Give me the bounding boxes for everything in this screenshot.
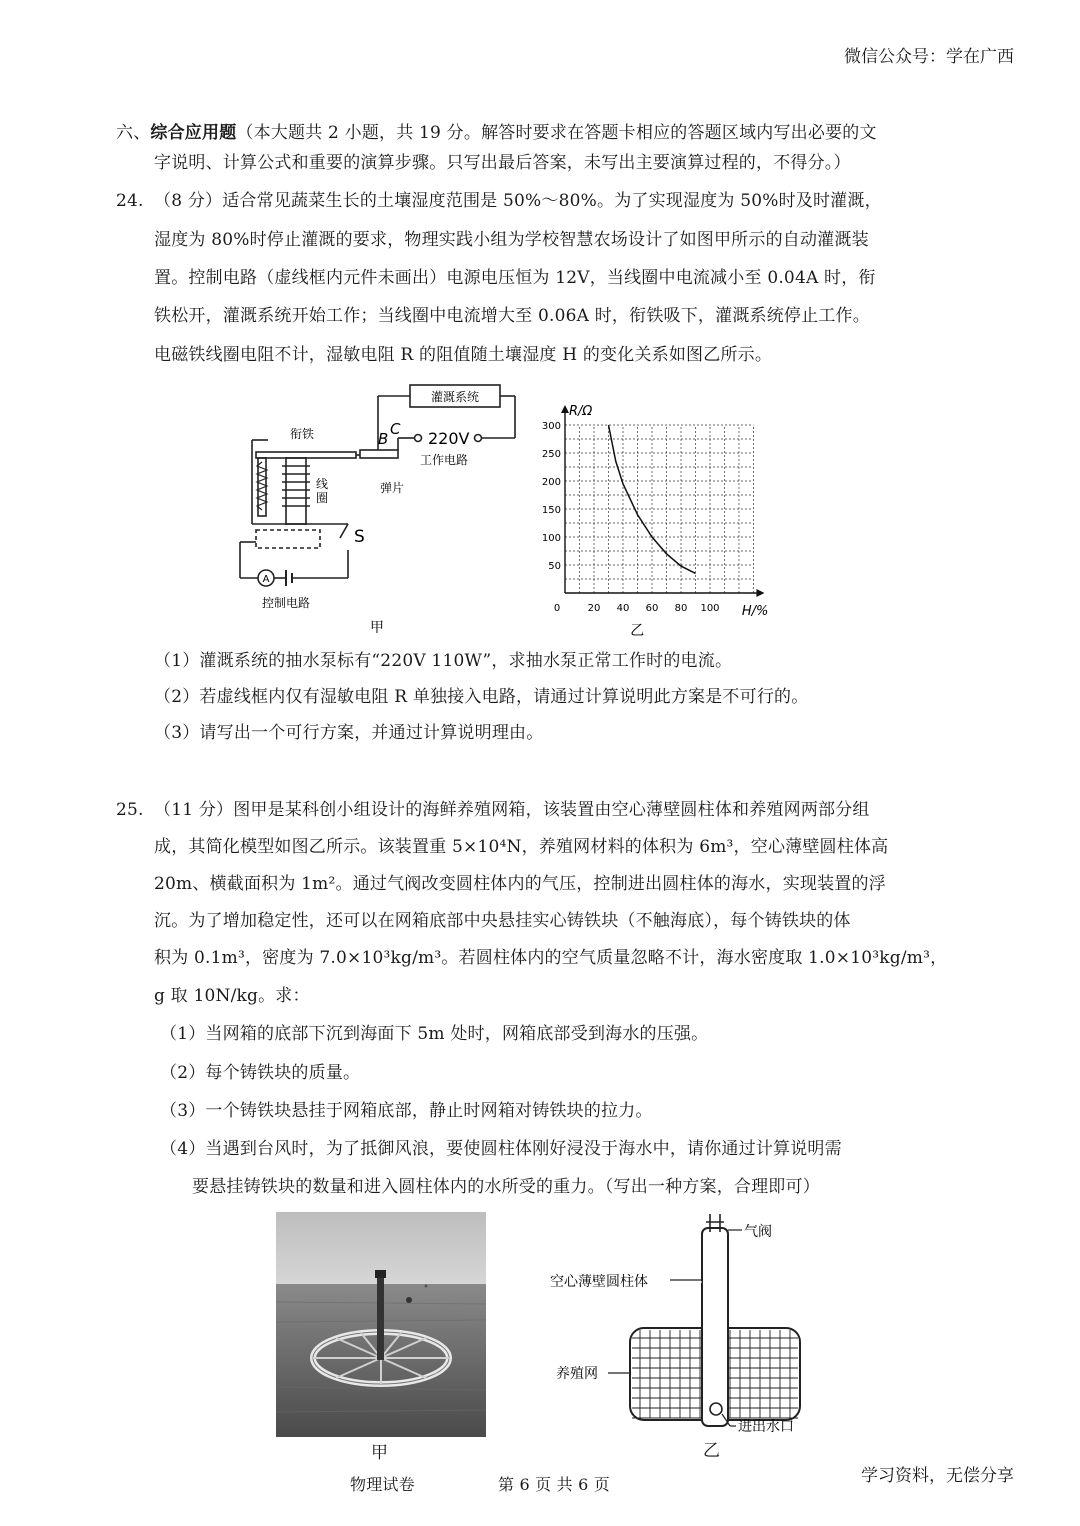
cylinder: [702, 1228, 728, 1426]
r-h-graph: [535, 385, 780, 645]
y-tick-label: 50: [548, 561, 561, 572]
footer-subject: 物理试卷: [350, 1475, 415, 1494]
x-tick-label: 60: [645, 603, 659, 614]
contact-bar: [360, 450, 398, 458]
q24-sub-3: （3）请写出一个可行方案，并通过计算说明理由。: [154, 723, 544, 743]
cylinder-label: 空心薄壁圆柱体: [550, 1274, 648, 1290]
section-desc-1: （本大题共 2 小题，共 19 分。解答时要求在答题卡相应的答题区域内写出必要的文: [236, 123, 877, 143]
q25-line-0: （11 分）图甲是某科创小组设计的海鲜养殖网箱，该装置由空心薄壁圆柱体和养殖网两部分组: [154, 800, 870, 820]
q25-sub-2: （2）每个铸铁块的质量。: [160, 1063, 361, 1083]
net-cage-photo: [276, 1212, 486, 1437]
section-desc-2: 字说明、计算公式和重要的演算步骤。只写出最后答案，未写出主要演算过程的，不得分。）: [154, 153, 851, 173]
photo-caption: 甲: [371, 1443, 389, 1463]
net-label: 养殖网: [556, 1366, 598, 1382]
q25-line-1: 成，其简化模型如图乙所示。该装置重 5×10⁴N，养殖网材料的体积为 6m³，空心薄壁圆柱体高: [154, 837, 889, 857]
q25-line-2: 20m、横截面积为 1m²。通过气阀改变圆柱体内的气压，控制进出圆柱体的海水，实现装置的浮: [154, 874, 886, 894]
q25-sub-4-cont: 要悬挂铸铁块的数量和进入圆柱体内的水所受的重力。（写出一种方案，合理即可）: [192, 1177, 820, 1197]
control-circuit-label: 控制电路: [262, 596, 311, 610]
ammeter-label: A: [262, 574, 270, 585]
y-tick-label: 250: [541, 449, 561, 460]
cage-column: [377, 1274, 384, 1360]
q24-sub-1: （1）灌溉系统的抽水泵标有“220V 110W”，求抽水泵正常工作时的电流。: [154, 651, 733, 671]
x-tick-label: 0: [553, 603, 561, 614]
work-circuit-label: 工作电路: [420, 453, 469, 467]
terminal-right: [475, 435, 482, 442]
q25-line-4: 积为 0.1m³，密度为 7.0×10³kg/m³。若圆柱体内的空气质量忽略不计，海水密度取 1.0×10³kg/m³，: [154, 948, 948, 968]
q24-line-1: 湿度为 80%时停止灌溉的要求，物理实践小组为学校智慧农场设计了如图甲所示的自动灌溉装: [154, 230, 869, 250]
x-tick-label: 40: [616, 603, 630, 614]
irrigation-label: 灌溉系统: [430, 390, 480, 404]
q24-sub-2: （2）若虚线框内仅有湿敏电阻 R 单独接入电路，请通过计算说明此方案是不可行的。: [154, 687, 809, 707]
x-tick-label: 20: [587, 603, 601, 614]
x-tick-label: 80: [674, 603, 688, 614]
y-tick-label: 200: [541, 477, 561, 488]
y-tick-label: 150: [541, 505, 561, 516]
q25-sub-4: （4）当遇到台风时，为了抵御风浪，要使圆柱体刚好浸没于海水中，请你通过计算说明需: [160, 1139, 842, 1159]
y-tick-label: 300: [541, 421, 561, 432]
section-title: [116, 122, 877, 144]
q24-line-3: 铁松开，灌溉系统开始工作；当线圈中电流增大至 0.06A 时，衔铁吸下，灌溉系统停止工作。: [154, 306, 870, 326]
q24-number: 24.: [116, 191, 144, 211]
section-title-bold: 综合应用题: [150, 123, 237, 143]
x-axis-label: H/%: [741, 604, 769, 619]
y-axis-label: R/Ω: [569, 404, 593, 419]
section-number: 六、: [116, 123, 151, 143]
wechat-header: 微信公众号：学在广西: [844, 47, 1014, 67]
x-arrow: [756, 589, 764, 597]
armature-label: 衔铁: [290, 427, 315, 441]
net-cage-model: [550, 1210, 840, 1450]
inlet-hole: [710, 1403, 722, 1415]
spring-label: 弹片: [380, 481, 405, 495]
model-caption: 乙: [703, 1441, 721, 1461]
q24-line-0: （8 分）适合常见蔬菜生长的土壤湿度范围是 50%～80%。为了实现湿度为 50%时及时灌溉，: [154, 191, 882, 211]
q25-number: 25.: [116, 800, 144, 820]
dashed-box: [256, 530, 320, 548]
graph-caption: 乙: [630, 623, 645, 639]
q25-line-3: 沉。为了增加稳定性，还可以在网箱底部中央悬挂实心铸铁块（不触海底），每个铸铁块的体: [154, 911, 851, 931]
coil-label-2: 圈: [316, 491, 329, 505]
circuit-diagram: [230, 380, 530, 640]
contact-c-label: C: [390, 420, 401, 438]
contact-b-label: B: [378, 430, 389, 448]
circuit-caption: 甲: [370, 620, 384, 636]
valve-label: 气阀: [744, 1224, 772, 1240]
armature: [256, 452, 356, 458]
q24-line-4: 电磁铁线圈电阻不计，湿敏电阻 R 的阻值随土壤湿度 H 的变化关系如图乙所示。: [154, 345, 773, 365]
q25-line-5: g 取 10N/kg。求：: [154, 986, 310, 1006]
y-arrow: [561, 405, 569, 413]
footer-page: 第 6 页 共 6 页: [498, 1475, 610, 1494]
q25-sub-3: （3）一个铸铁块悬挂于网箱底部，静止时网箱对铸铁块的拉力。: [160, 1101, 653, 1121]
inlet-label: 进出水口: [738, 1419, 794, 1435]
q24-line-2: 置。控制电路（虚线框内元件未画出）电源电压恒为 12V，当线圈中电流减小至 0.04A 时，衔: [154, 268, 876, 288]
voltage-label: 220V: [428, 429, 470, 448]
x-tick-label: 100: [700, 603, 720, 614]
y-tick-label: 100: [541, 533, 561, 544]
footer-share: 学习资料，无偿分享: [861, 1466, 1014, 1486]
terminal-left: [415, 435, 422, 442]
q25-sub-1: （1）当网箱的底部下沉到海面下 5m 处时，网箱底部受到海水的压强。: [160, 1024, 709, 1044]
switch-label: S: [354, 527, 365, 547]
coil-label-1: 线: [316, 477, 329, 491]
